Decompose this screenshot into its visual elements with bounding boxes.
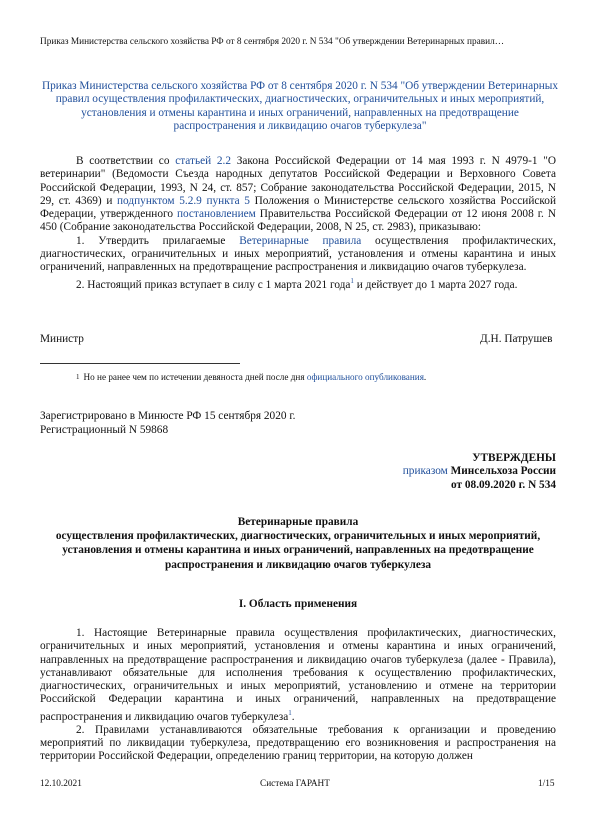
paragraph-text: 1. Настоящие Ветеринарные правила осуществления профилактических, диагностических, ограничительных и иных мероприятий, установления и отмены карантина и иных ограничений, направленных на предотвращение распространения и ликвидацию очагов туберкулеза (далее - Правила), устанавливают обязательные для исполнения требования к осуществлению профилактических, диагностических, ограничительных и иных мероприятий, установлению и отмене на территории Российской Федерации карантина и иных ограничений, направленных на предотвращение распространения и ликвидацию очагов туберкулеза <box>40 627 556 723</box>
item-text: 1. Утвердить прилагаемые <box>76 234 240 247</box>
order-link[interactable]: приказом <box>402 465 448 477</box>
rules-title-line: Ветеринарные правила <box>237 516 359 528</box>
subpoint-link[interactable]: подпунктом 5.2.9 пункта 5 <box>117 194 250 207</box>
preamble-text: Закона Российской Федерации от 14 мая 1993 г. N 4979-1 "О ветеринарии" (Ведомости Съезда народных депутатов Российской Федерации и Верховного Совета Российской Федерации, 1993, N 24, ст. 857; Собрание законодательства Российской Федерации, 2015, N 29, ст. 4369) и <box>40 155 556 207</box>
rules-title <box>40 515 556 572</box>
item-text: 2. Настоящий приказ вступает в силу с 1 марта 2021 года <box>76 278 351 291</box>
order-body <box>40 155 556 292</box>
article-link[interactable]: статьей 2.2 <box>175 155 232 167</box>
registration-number: Регистрационный N 59868 <box>40 424 169 436</box>
footer-system: Система ГАРАНТ <box>260 779 330 789</box>
footnote-number: 1 <box>76 373 80 381</box>
order-item-1 <box>40 235 556 275</box>
rules-paragraph-2: 2. Правилами устанавливаются обязательные требования к организации и проведению мероприятий по ликвидации туберкулеза, предотвращению его возникновения и распространения на территории Российской Федерации, определению границ территории, на которую должен <box>40 723 556 763</box>
footnote-ref[interactable]: 1 <box>288 708 292 717</box>
vet-rules-link[interactable]: Ветеринарные правила <box>239 234 362 247</box>
document-title[interactable]: Приказ Министерства сельского хозяйства РФ от 8 сентября 2020 г. N 534 "Об утверждении Ветеринарных правил осуществления профилактических, диагностических, ограничительных и иных мероприятий, установления и отмены карантина и иных ограничений, направленных на предотвращение распространения и ликвидацию очагов туберкулеза" <box>41 80 559 132</box>
rules-title-subtitle: осуществления профилактических, диагностических, ограничительных и иных мероприятий, установления и отмены карантина и иных ограничений, направленных на предотвращение распространения и ликвидацию очагов туберкулеза <box>55 530 541 571</box>
signature-name: Д.Н. Патрушев <box>480 333 553 345</box>
section-body <box>40 627 556 764</box>
running-header: Приказ Министерства сельского хозяйства РФ от 8 сентября 2020 г. N 534 "Об утверждении Ветеринарных правил… <box>40 37 505 47</box>
preamble-text: Положения о Министерстве сельского хозяйства Российской Федерации, утвержденного <box>40 194 556 221</box>
paragraph-end: . <box>291 710 295 723</box>
rules-paragraph-1 <box>40 627 556 724</box>
footnote <box>40 371 540 383</box>
section-heading: I. Область применения <box>238 598 358 610</box>
approved-by <box>403 465 556 477</box>
approved-ministry: Минсельхоза России <box>447 465 556 477</box>
footnote-end: . <box>423 372 427 382</box>
resolution-link[interactable]: постановлением <box>176 208 256 221</box>
order-item-2 <box>40 275 556 292</box>
preamble-paragraph <box>40 155 556 235</box>
approved-title: УТВЕРЖДЕНЫ <box>472 452 556 464</box>
registration-line: Зарегистрировано в Минюсте РФ 15 сентября 2020 г. <box>40 410 296 422</box>
item-text: осуществления профилактических, диагностических, ограничительных и иных мероприятий, установления и отмены карантина и иных ограничений, направленных на предотвращение распространения и ликвидацию очагов туберкулеза. <box>40 234 556 274</box>
footnote-ref[interactable]: 1 <box>350 276 354 285</box>
publication-link[interactable]: официального опубликования <box>306 372 424 382</box>
footer-date: 12.10.2021 <box>40 779 82 789</box>
approved-date: от 08.09.2020 г. N 534 <box>451 479 556 491</box>
page-number: 1/15 <box>538 779 555 789</box>
signature-role: Министр <box>40 333 84 345</box>
footnote-text: Но не ранее чем по истечении девяноста дней после дня <box>83 372 307 382</box>
footnote-divider <box>40 363 240 364</box>
item-text: и действует до 1 марта 2027 года. <box>353 278 518 291</box>
preamble-text: В соответствии со <box>76 155 176 167</box>
preamble-text: Правительства Российской Федерации от 12 июня 2008 г. N 450 (Собрание законодательства Российской Федерации, 2008, N 25, ст. 2983), приказываю: <box>40 208 556 234</box>
